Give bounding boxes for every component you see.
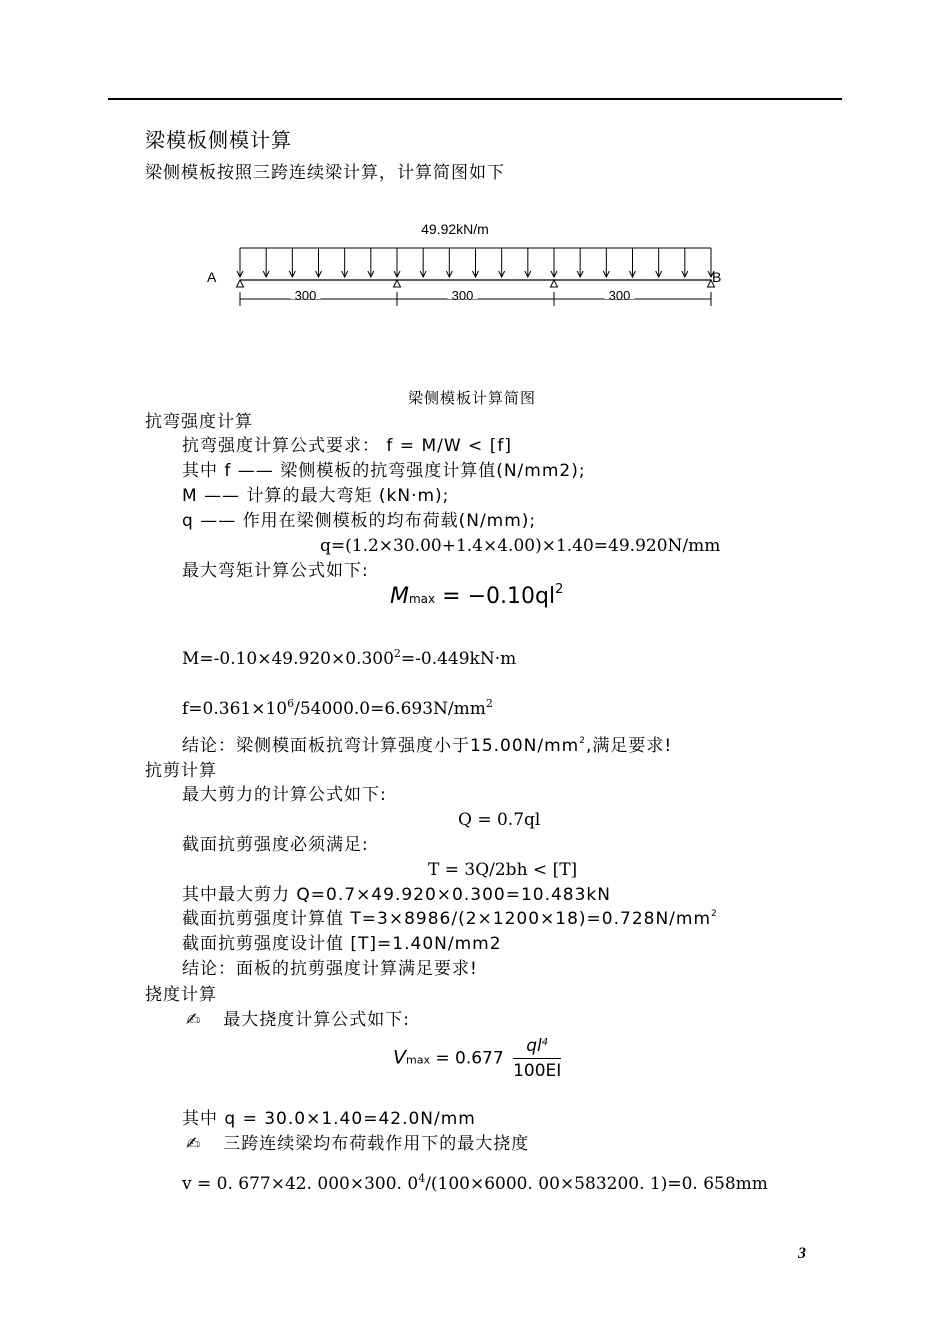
support-triangle — [551, 280, 558, 287]
M-calc-b: =-0.449kN·m — [400, 649, 517, 669]
deflection-q-line: 其中 q = 30.0×1.40=42.0N/mm — [182, 1109, 476, 1129]
vmax-formula — [393, 1036, 561, 1081]
def-q: q —— 作用在梁侧模板的均布荷载(N/mm); — [182, 511, 537, 531]
writing-hand-icon: ✍ — [186, 1010, 202, 1030]
beam-diagram — [195, 210, 735, 320]
deflection-bullet1-text: 最大挠度计算公式如下: — [223, 1010, 410, 1030]
deflection-bullet2-text: 三跨连续梁均布荷载作用下的最大挠度 — [223, 1134, 530, 1154]
f-calc-b: /54000.0=6.693N/mm — [294, 699, 486, 719]
load-arrows — [237, 248, 714, 277]
support-b-label: B — [712, 269, 722, 285]
span-label: 300 — [294, 288, 317, 303]
bending-heading: 抗弯强度计算 — [145, 412, 253, 432]
M-calc-a: M=-0.10×49.920×0.300 — [182, 649, 394, 669]
deflection-heading: 挠度计算 — [145, 985, 217, 1005]
mmax-formula — [390, 584, 563, 609]
def-f: 其中 f —— 梁侧模板的抗弯强度计算值(N/mm2); — [182, 461, 586, 481]
shear-q-intro: 最大剪力的计算公式如下: — [182, 785, 387, 805]
shear-t-calc-a: 截面抗剪强度计算值 T=3×8986/(2×1200×18)=0.728N/mm — [182, 909, 712, 929]
f-calc-exp: 6 — [287, 697, 295, 710]
M-calc-exp: 2 — [393, 647, 401, 660]
q-calc: q=(1.2×30.00+1.4×4.00)×1.40=49.920N/mm — [320, 536, 721, 556]
support-triangle — [394, 280, 401, 287]
shear-heading: 抗剪计算 — [145, 761, 217, 781]
v-calc-a: v = 0. 677×42. 000×300. 0 — [182, 1174, 419, 1194]
header-rule — [108, 98, 842, 100]
load-label: 49.92kN/m — [421, 221, 489, 237]
shear-conclusion: 结论：面板的抗剪强度计算满足要求! — [182, 959, 478, 979]
bending-formula-req: 抗弯强度计算公式要求： f = M/W < [f] — [182, 436, 512, 456]
section-title: 梁模板侧模计算 — [145, 128, 292, 152]
span-label: 300 — [608, 288, 631, 303]
deflection-bullet1 — [186, 1010, 410, 1030]
shear-t-calc-exp: 2 — [711, 909, 718, 919]
f-calc — [182, 699, 493, 719]
mmax-sub: max — [408, 592, 436, 606]
support-triangle — [237, 280, 244, 287]
shear-q-formula: Q = 0.7ql — [458, 810, 541, 830]
page-number: 3 — [798, 1245, 806, 1262]
mmax-lhs: M — [390, 584, 409, 609]
span-dimensions — [240, 288, 711, 306]
shear-t-design: 截面抗剪强度设计值 [T]=1.40N/mm2 — [182, 934, 502, 954]
supports — [237, 280, 715, 287]
deflection-bullet2 — [186, 1134, 529, 1154]
mmax-intro: 最大弯矩计算公式如下: — [182, 561, 369, 581]
vmax-sub: max — [406, 1053, 430, 1067]
support-a-label: A — [207, 269, 217, 285]
bending-conclusion-b: ,满足要求! — [585, 736, 673, 756]
shear-t-calc — [182, 909, 718, 929]
mmax-exp: 2 — [555, 582, 564, 597]
vmax-den: 100EI — [513, 1061, 562, 1081]
bending-conclusion — [182, 736, 672, 756]
f-calc-a: f=0.361×10 — [182, 699, 288, 719]
vmax-num: $ql^4$ — [513, 1036, 561, 1059]
bending-conclusion-a: 结论：梁侧模面板抗弯计算强度小于15.00N/mm — [182, 736, 580, 756]
shear-q-calc: 其中最大剪力 Q=0.7×49.920×0.300=10.483kN — [182, 885, 611, 905]
f-calc-exp2: 2 — [485, 697, 493, 710]
shear-t-intro: 截面抗剪强度必须满足: — [182, 835, 369, 855]
span-label: 300 — [451, 288, 474, 303]
M-calc — [182, 649, 516, 669]
deflection-v-calc — [182, 1174, 768, 1194]
v-calc-b: /(100×6000. 00×583200. 1)=0. 658mm — [425, 1174, 768, 1194]
vmax-fraction — [513, 1036, 561, 1081]
diagram-caption: 梁侧模板计算简图 — [408, 389, 537, 407]
v-calc-exp: 4 — [418, 1172, 426, 1185]
intro-text: 梁侧模板按照三跨连续梁计算，计算简图如下 — [145, 163, 505, 183]
vmax-coef: = 0.677 — [435, 1048, 504, 1069]
vmax-lhs: V — [393, 1046, 406, 1069]
def-M: M —— 计算的最大弯矩 (kN·m); — [182, 486, 450, 506]
mmax-rhs: = −0.10ql — [442, 584, 556, 609]
writing-hand-icon: ✍ — [186, 1134, 202, 1154]
bending-conclusion-exp: 2 — [579, 736, 586, 746]
shear-t-formula: T = 3Q/2bh < [T] — [428, 860, 578, 880]
